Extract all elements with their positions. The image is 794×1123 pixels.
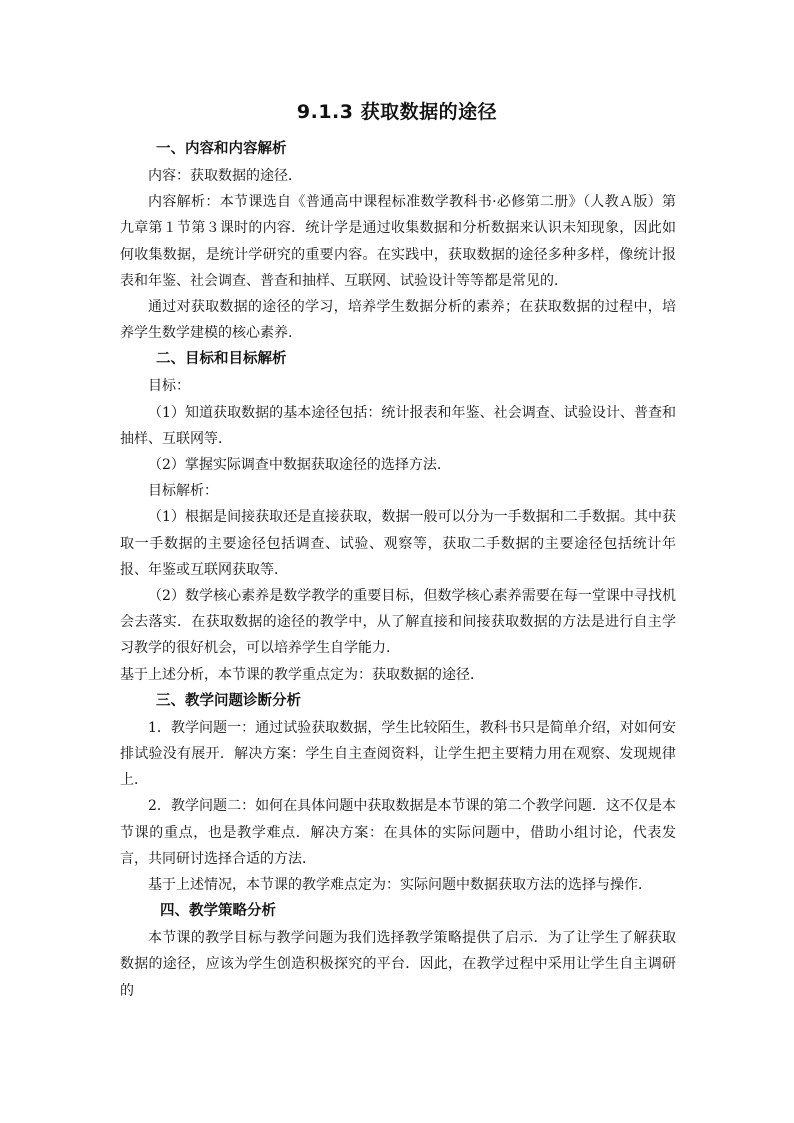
paragraph: （1）根据是间接获取还是直接获取，数据一般可以分为一手数据和二手数据。其中获取一手数据的主要途径包括调查、试验、观察等，获取二手数据的主要途径包括统计年报、年鉴或互联网获取等． bbox=[120, 509, 676, 578]
section-heading-strategy: 四、教学策略分析 bbox=[160, 903, 276, 920]
paragraph: 通过对获取数据的途径的学习，培养学生数据分析的素养；在获取数据的过程中，培养学生数学建模的核心素养. bbox=[120, 299, 676, 342]
paragraph: 基于上述情况，本节课的教学难点定为：实际问题中数据获取方法的选择与操作． bbox=[148, 877, 652, 894]
paragraph: 基于上述分析，本节课的教学重点定为：获取数据的途径． bbox=[120, 666, 484, 683]
paragraph: （2）数学核心素养是数学教学的重要目标，但数学核心素养需要在每一堂课中寻找机会去落实．在获取数据的途径的教学中，从了解直接和间接获取数据的方法是进行自主学习教学的很好机会，可以培养学生自学能力． bbox=[120, 588, 676, 657]
paragraph: 1．教学问题一：通过试验获取数据，学生比较陌生，教科书只是简单介绍，对如何安排试验没有展开．解决方案：学生自主查阅资料，让学生把主要精力用在观察、发现规律上． bbox=[120, 719, 676, 789]
paragraph: 内容：获取数据的途径． bbox=[148, 168, 302, 184]
section-heading-content: 一、内容和内容解析 bbox=[156, 141, 287, 157]
paragraph: （2）掌握实际调查中数据获取途径的选择方法. bbox=[148, 457, 442, 474]
paragraph: 目标解析： bbox=[148, 483, 218, 500]
paragraph: 内容解析：本节课选自《普通高中课程标准数学教科书·必修第二册》（人教Ａ版）第九章第１节第３课时的内容．统计学是通过收集数据和分析数据来认识未知现象，因此如何收集数据，是统计学研究的重要内容。在实践中，获取数据的途径多种多样，像统计报表和年鉴、社会调查、普查和抽样、互联网、试验设计等等都是常见的． bbox=[120, 194, 676, 289]
paragraph: （1）知道获取数据的基本途径包括：统计报表和年鉴、社会调查、试验设计、普查和抽样、互联网等． bbox=[120, 404, 676, 447]
section-heading-goals: 二、目标和目标解析 bbox=[156, 351, 287, 368]
paragraph: 目标： bbox=[148, 378, 190, 395]
paragraph: 本节课的教学目标与教学问题为我们选择教学策略提供了启示．为了让学生了解获取数据的途径，应该为学生创造积极探究的平台．因此，在教学过程中采用让学生自主调研的 bbox=[120, 930, 676, 999]
paragraph: 2．教学问题二：如何在具体问题中获取数据是本节课的第二个教学问题．这不仅是本节课的重点，也是教学难点．解决方案：在具体的实际问题中，借助小组讨论，代表发言，共同研讨选择合适的方法． bbox=[120, 798, 676, 867]
page-title: 9.1.3 获取数据的途径 bbox=[296, 101, 498, 123]
document-body bbox=[120, 136, 676, 1004]
section-heading-diagnosis: 三、教学问题诊断分析 bbox=[156, 692, 301, 709]
